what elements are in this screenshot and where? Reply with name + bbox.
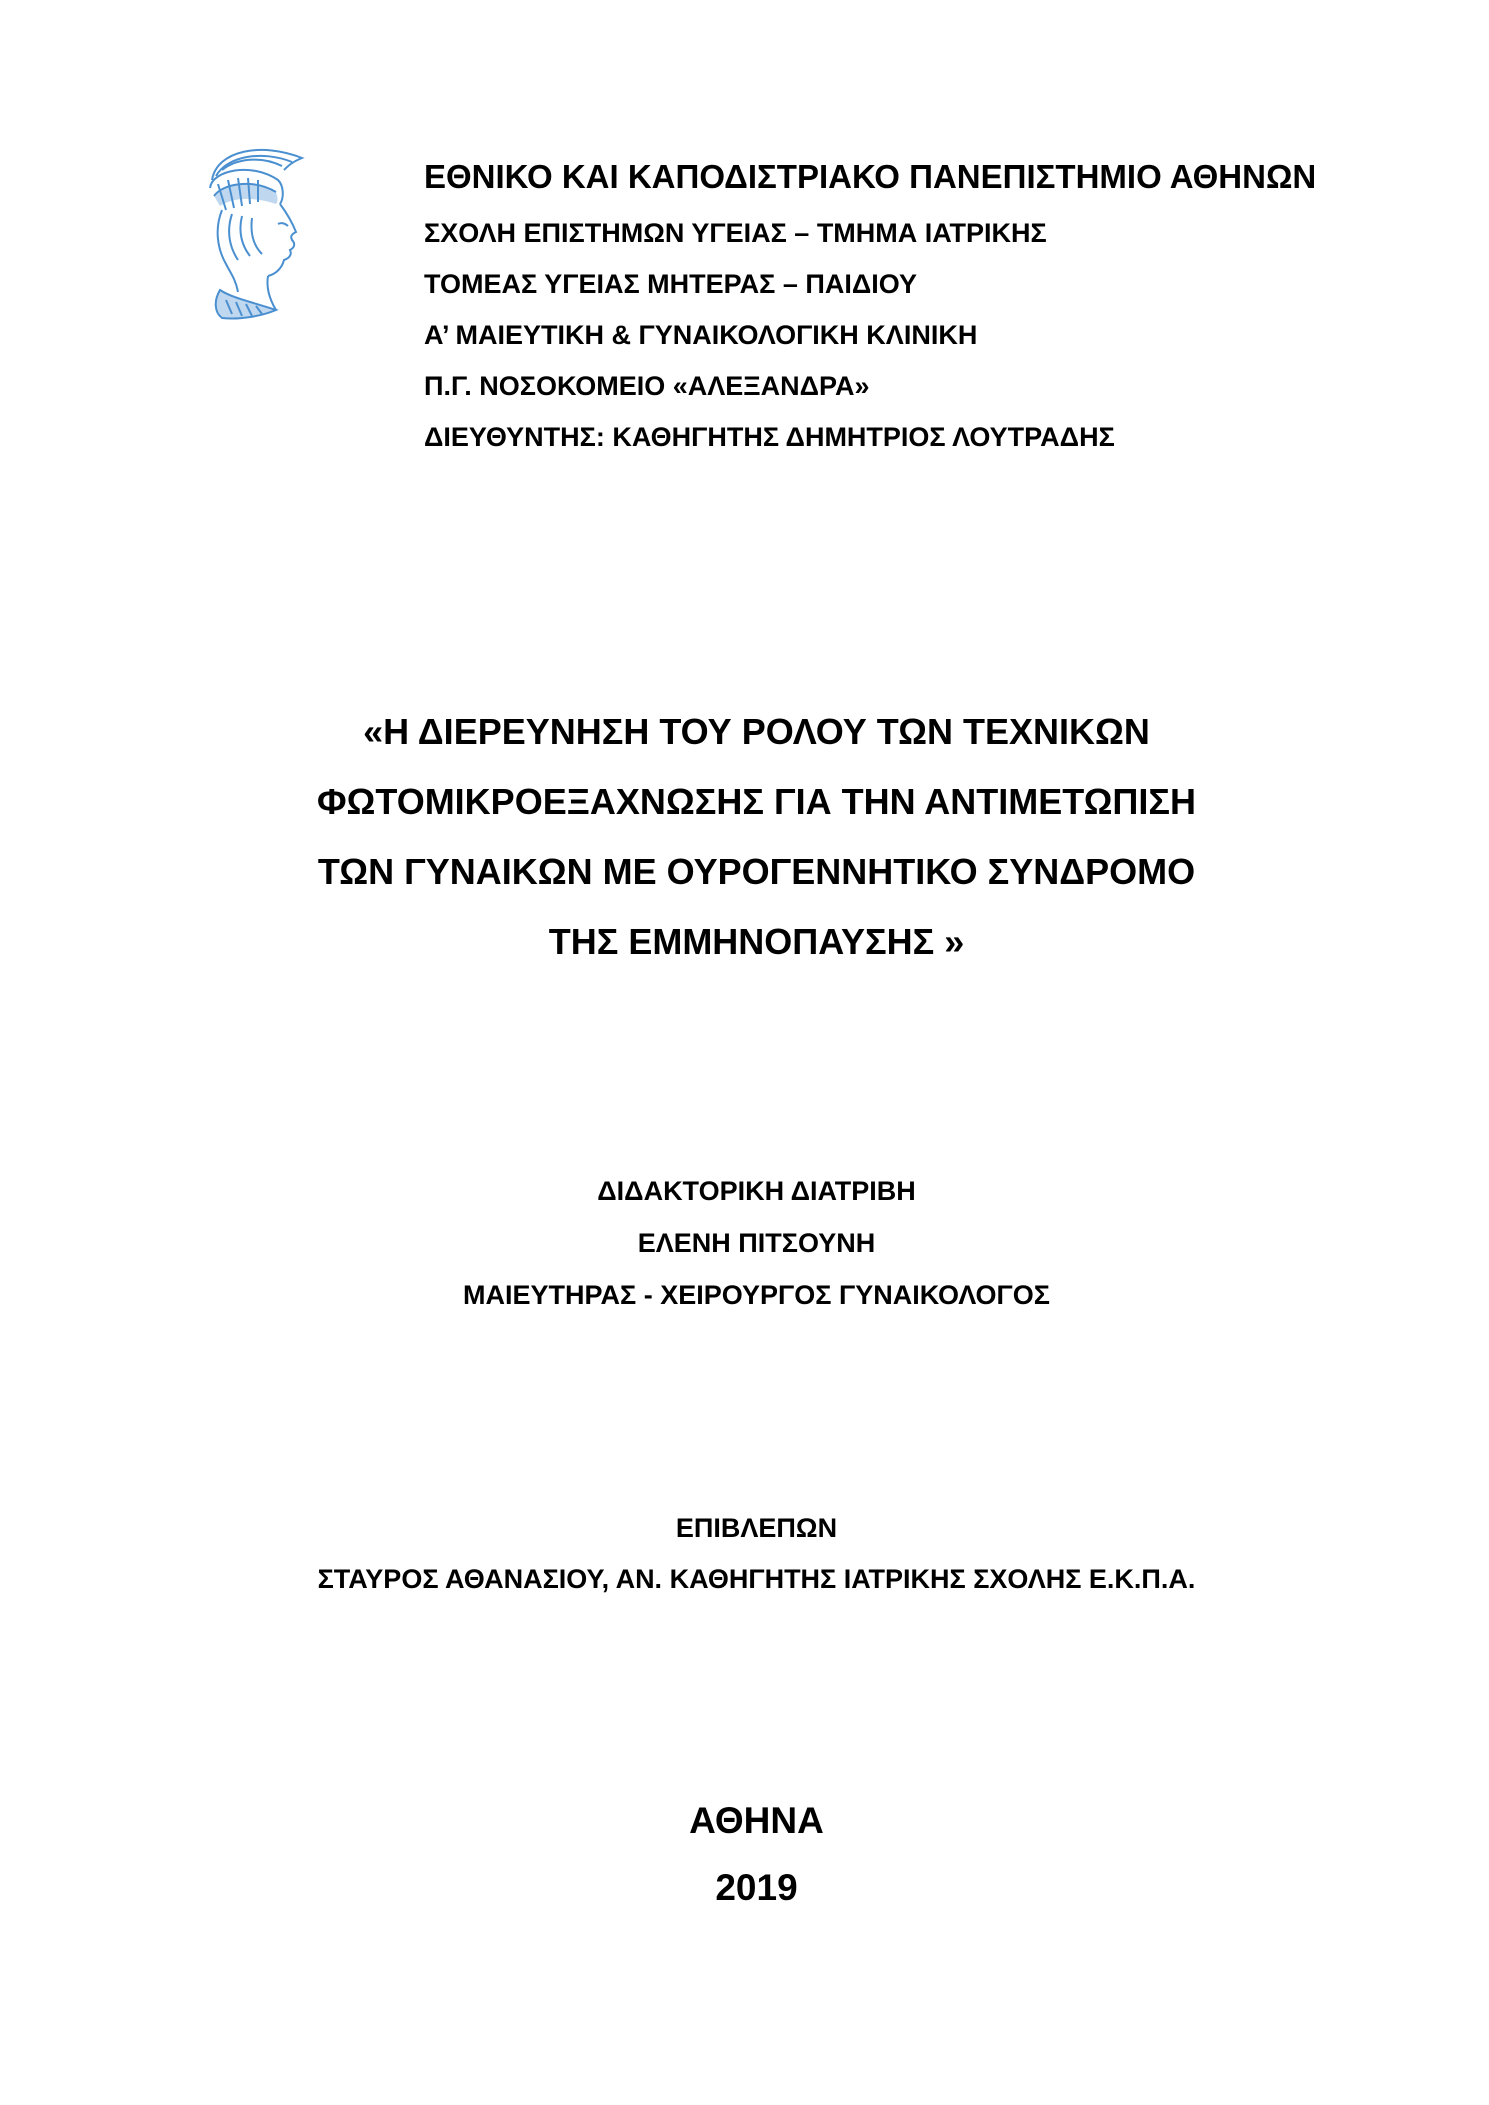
thesis-type: ΔΙΔΑΚΤΟΡΙΚΗ ΔΙΑΤΡΙΒΗ [597, 1176, 916, 1206]
supervisor-name: ΣΤΑΥΡΟΣ ΑΘΑΝΑΣΙΟΥ, ΑΝ. ΚΑΘΗΓΗΤΗΣ ΙΑΤΡΙΚΗΣ ΣΧΟΛΗΣ Ε.Κ.Π.Α. [317, 1564, 1196, 1594]
place-and-date [0, 1802, 1489, 1936]
title-line: ΤΗΣ ΕΜΜΗΝΟΠΑΥΣΗΣ » [548, 921, 965, 962]
author-name: ΕΛΕΝΗ ΠΙΤΣΟΥΝΗ [637, 1228, 876, 1258]
author-title: ΜΑΙΕΥΤΗΡΑΣ - ΧΕΙΡΟΥΡΓΟΣ ΓΥΝΑΙΚΟΛΟΓΟΣ [463, 1280, 1050, 1310]
title-line: «Η ΔΙΕΡΕΥΝΗΣΗ ΤΟΥ ΡΟΛΟΥ ΤΩΝ ΤΕΧΝΙΚΩΝ [363, 711, 1150, 752]
title-line: ΦΩΤΟΜΙΚΡΟΕΞΑΧΝΩΣΗΣ ΓΙΑ ΤΗΝ ΑΝΤΙΜΕΤΩΠΙΣΗ [316, 781, 1197, 822]
university-name: ΕΘΝΙΚΟ ΚΑΙ ΚΑΠΟΔΙΣΤΡΙΑΚΟ ΠΑΝΕΠΙΣΤΗΜΙΟ ΑΘΗΝΩΝ [424, 158, 1317, 195]
thesis-title [0, 711, 1489, 994]
year: 2019 [715, 1867, 798, 1908]
hospital-name: Π.Γ. ΝΟΣΟΚΟΜΕΙΟ «ΑΛΕΞΑΝΔΡΑ» [424, 371, 870, 401]
athena-head-emblem-icon [192, 140, 320, 326]
thesis-info [0, 1178, 1489, 1334]
city: ΑΘΗΝΑ [689, 1800, 824, 1841]
supervisor-info [0, 1515, 1489, 1617]
supervisor-label: ΕΠΙΒΛΕΠΩΝ [675, 1513, 838, 1543]
sector-name: ΤΟΜΕΑΣ ΥΓΕΙΑΣ ΜΗΤΕΡΑΣ – ΠΑΙΔΙΟΥ [424, 269, 918, 299]
director-name: ΔΙΕΥΘΥΝΤΗΣ: ΚΑΘΗΓΗΤΗΣ ΔΗΜΗΤΡΙΟΣ ΛΟΥΤΡΑΔΗΣ [424, 422, 1115, 452]
clinic-name: Α’ ΜΑΙΕΥΤΙΚΗ & ΓΥΝΑΙΚΟΛΟΓΙΚΗ ΚΛΙΝΙΚΗ [424, 320, 978, 350]
institution-header [424, 160, 1464, 475]
school-name: ΣΧΟΛΗ ΕΠΙΣΤΗΜΩΝ ΥΓΕΙΑΣ – ΤΜΗΜΑ ΙΑΤΡΙΚΗΣ [424, 218, 1047, 248]
title-line: ΤΩΝ ΓΥΝΑΙΚΩΝ ΜΕ ΟΥΡΟΓΕΝΝΗΤΙΚΟ ΣΥΝΔΡΟΜΟ [317, 851, 1196, 892]
